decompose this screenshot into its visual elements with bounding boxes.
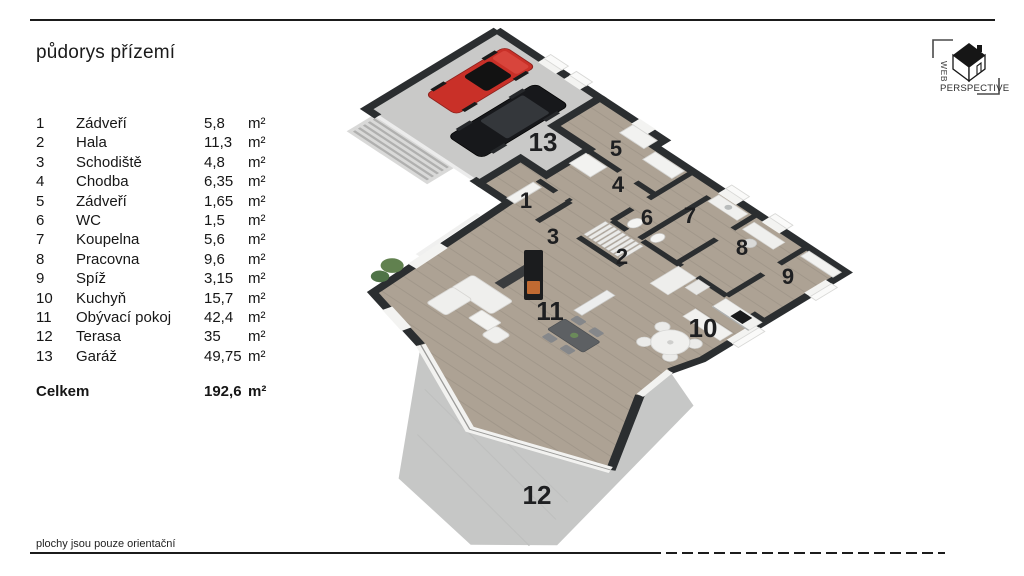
logo-word-vertical: WEB: [939, 61, 949, 83]
legend-area: 4,8: [204, 153, 225, 171]
legend-total-unit: m²: [248, 383, 267, 400]
legend-num: 9: [36, 270, 45, 288]
legend-area: 6,35: [204, 173, 234, 191]
legend-unit: m²: [248, 250, 266, 268]
legend-total-area: 192,6: [204, 383, 242, 400]
legend-area: 11,3: [204, 134, 233, 152]
legend-num: 4: [36, 173, 45, 191]
plan-room-number-1: 1: [519, 187, 533, 213]
plan-room-number-8: 8: [735, 234, 749, 260]
plan-room-number-3: 3: [546, 223, 560, 249]
legend-room-name: WC: [76, 211, 101, 229]
legend-num: 3: [36, 153, 45, 171]
legend-unit: m²: [248, 289, 266, 307]
legend-room-name: Chodba: [76, 173, 129, 191]
fireplace-stove: [524, 250, 543, 300]
legend-unit: m²: [248, 134, 266, 152]
legend-area: 5,8: [204, 115, 225, 132]
legend-num: 6: [36, 211, 45, 229]
logo-word-horizontal: PERSPECTIVE: [940, 83, 1009, 94]
legend-area: 9,6: [204, 250, 225, 268]
plan-room-number-12: 12: [522, 479, 552, 510]
legend-num: 12: [36, 328, 53, 346]
legend-area: 1,65: [204, 192, 234, 210]
plan-room-number-10: 10: [688, 312, 718, 343]
plan-room-number-13: 13: [528, 126, 558, 157]
legend-unit: m²: [248, 347, 266, 365]
plan-room-number-4: 4: [611, 171, 625, 197]
logo: [925, 28, 1009, 106]
plan-projection: [76, 25, 942, 572]
legend-room-name: Spíž: [76, 270, 107, 288]
legend-num: 8: [36, 250, 45, 268]
footnote: plochy jsou pouze orientační: [36, 538, 176, 550]
plan-room-number-5: 5: [609, 135, 623, 161]
legend-unit: m²: [248, 308, 266, 326]
logo-house-icon: [953, 43, 985, 81]
legend-area: 1,5: [204, 211, 225, 229]
logo-bracket-topleft: [933, 40, 953, 58]
legend-area: 35: [204, 328, 221, 346]
legend-area: 5,6: [204, 231, 225, 249]
legend-unit: m²: [248, 328, 266, 346]
legend-unit: m²: [248, 173, 266, 191]
legend-num: 2: [36, 134, 45, 152]
legend-room-name: Pracovna: [76, 250, 140, 268]
legend-room-name: Hala: [76, 134, 107, 152]
legend-unit: m²: [248, 192, 266, 210]
legend-unit: m²: [248, 231, 266, 249]
legend-num: 7: [36, 231, 45, 249]
legend-unit: m²: [248, 270, 266, 288]
legend-num: 5: [36, 192, 45, 210]
legend-area: 15,7: [204, 289, 234, 307]
plan-room-number-7: 7: [683, 202, 697, 228]
legend-area: 3,15: [204, 270, 234, 288]
plan-room-number-6: 6: [640, 204, 654, 230]
legend-unit: m²: [248, 211, 266, 229]
plan-room-number-11: 11: [536, 295, 564, 326]
bottom-rule-solid: [30, 552, 650, 554]
plan-room-number-9: 9: [781, 263, 795, 289]
legend-room-name: Schodiště: [76, 153, 142, 171]
legend-area: 49,75: [204, 347, 242, 365]
page-title: půdorys přízemí: [36, 42, 176, 63]
legend-num: 10: [36, 289, 53, 307]
legend-unit: m²: [248, 153, 266, 171]
legend-unit: m²: [248, 115, 266, 132]
legend-room-name: Zádveří: [76, 115, 127, 132]
legend-total-label: Celkem: [36, 383, 90, 400]
legend-room-name: Zádveří: [76, 192, 127, 210]
legend-num: 1: [36, 115, 45, 132]
legend-room-name: Kuchyň: [76, 289, 127, 307]
legend-area: 42,4: [204, 308, 234, 326]
legend-room-name: Obývací pokoj: [76, 308, 172, 326]
legend-num: 13: [36, 347, 53, 365]
bottom-rule-dashed: [650, 552, 945, 554]
legend-room-name: Terasa: [76, 328, 122, 346]
legend-room-name: Garáž: [76, 347, 117, 365]
plan-room-number-2: 2: [615, 243, 629, 269]
legend-num: 11: [36, 308, 52, 326]
legend-room-name: Koupelna: [76, 231, 140, 249]
